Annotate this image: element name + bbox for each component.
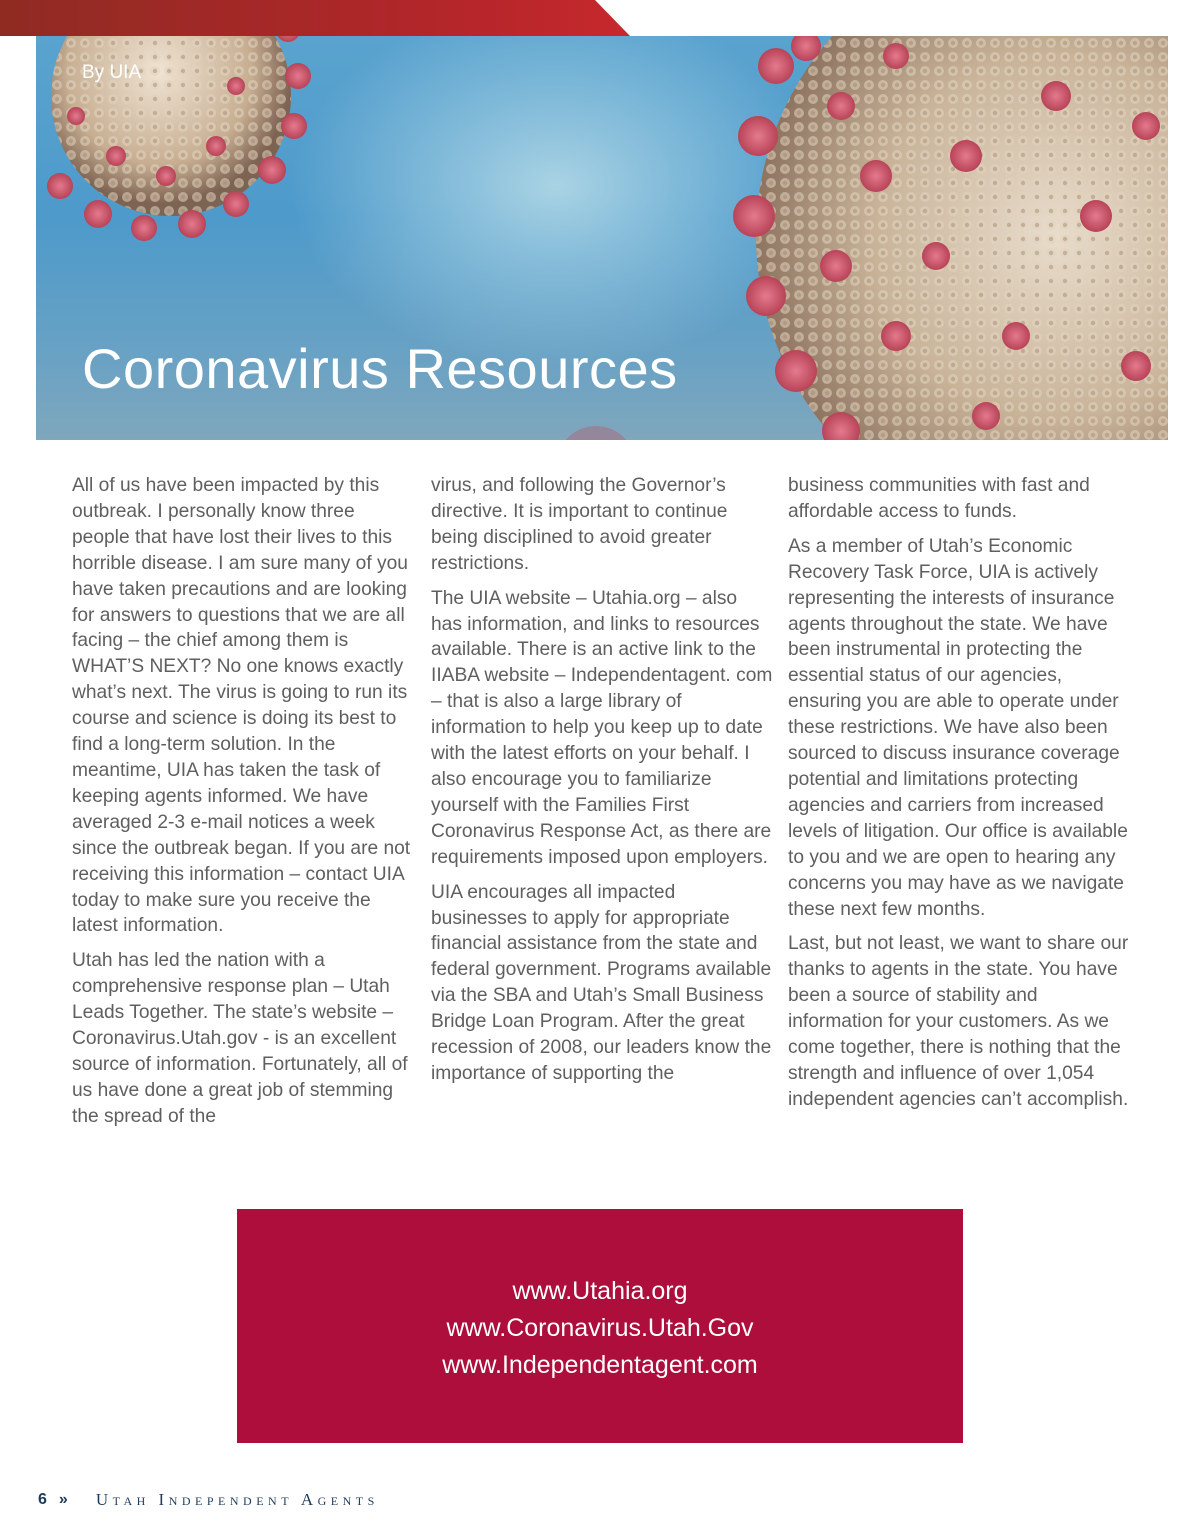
page-footer <box>38 1488 379 1512</box>
article-column-1 <box>72 473 414 1139</box>
byline: By UIA <box>82 62 142 83</box>
paragraph: UIA encourages all impacted businesses to apply for appropriate financial assistance from the state and federal government. Programs available via the SBA and Utah’s Small Business Bridge Loan Program. After the great recession of 2008, our leaders know the importance of supporting the <box>431 881 772 1084</box>
publication-name: Utah Independent Agents <box>95 1490 379 1509</box>
paragraph: The UIA website – Utahia.org – also has information, and links to resources available. There is an active link to the IIABA website – Independentagent. com – that is also a large library of information to help you keep up to date with the latest efforts on your behalf. I also encourage you to familiarize yourself with the Families First Coronavirus Response Act, as there are requirements imposed upon employers. <box>431 587 773 868</box>
paragraph: All of us have been impacted by this outbreak. I personally know three people that have lost their lives to this horrible disease. I am sure many of you have taken precautions and are looking for answers to questions that we are all facing – the chief among them is WHAT’S NEXT? No one knows exactly what’s next. The virus is going to run its course and science is doing its best to find a long-term solution. In the meantime, UIA has taken the task of keeping agents informed. We have averaged 2-3 e-mail notices a week since the outbreak began. If you are not receiving this information – contact UIA today to make sure you receive the latest information. <box>72 475 411 937</box>
paragraph: virus, and following the Governor’s directive. It is important to continue being disciplined to avoid greater restrictions. <box>431 475 728 574</box>
paragraph: business communities with fast and affordable access to funds. <box>788 475 1090 522</box>
paragraph: Last, but not least, we want to share our thanks to agents in the state. You have been a source of stability and information for your customers. As we come together, there is nothing that the strength and influence of over 1,054 independent agencies can’t accomplish. <box>788 933 1129 1110</box>
resource-links-box <box>237 1209 963 1443</box>
chevron-separator-icon: » <box>58 1491 68 1508</box>
link-utahia[interactable]: www.Utahia.org <box>512 1276 688 1305</box>
hero-banner <box>36 36 1168 440</box>
link-independentagent[interactable]: www.Independentagent.com <box>442 1350 758 1379</box>
article-column-3 <box>788 473 1130 1122</box>
top-accent-band <box>0 0 630 36</box>
link-coronavirus-utah[interactable]: www.Coronavirus.Utah.Gov <box>446 1313 754 1342</box>
paragraph: Utah has led the nation with a comprehensive response plan – Utah Leads Together. The state’s website – Coronavirus.Utah.gov - is an excellent source of information. Fortunately, all of us have done a great job of stemming the spread of the <box>72 950 408 1127</box>
paragraph: As a member of Utah’s Economic Recovery Task Force, UIA is actively representing the interests of insurance agents throughout the state. We have been instrumental in protecting the essential status of our agencies, ensuring you are able to operate under these restrictions. We have also been sourced to discuss insurance coverage potential and limitations protecting agencies and carriers from increased levels of litigation. Our office is available to you and we are open to hearing any concerns you may have as we navigate these next few months. <box>788 535 1128 920</box>
article-column-2 <box>431 473 773 1096</box>
page-number: 6 <box>38 1491 47 1508</box>
page-title: Coronavirus Resources <box>82 337 678 400</box>
